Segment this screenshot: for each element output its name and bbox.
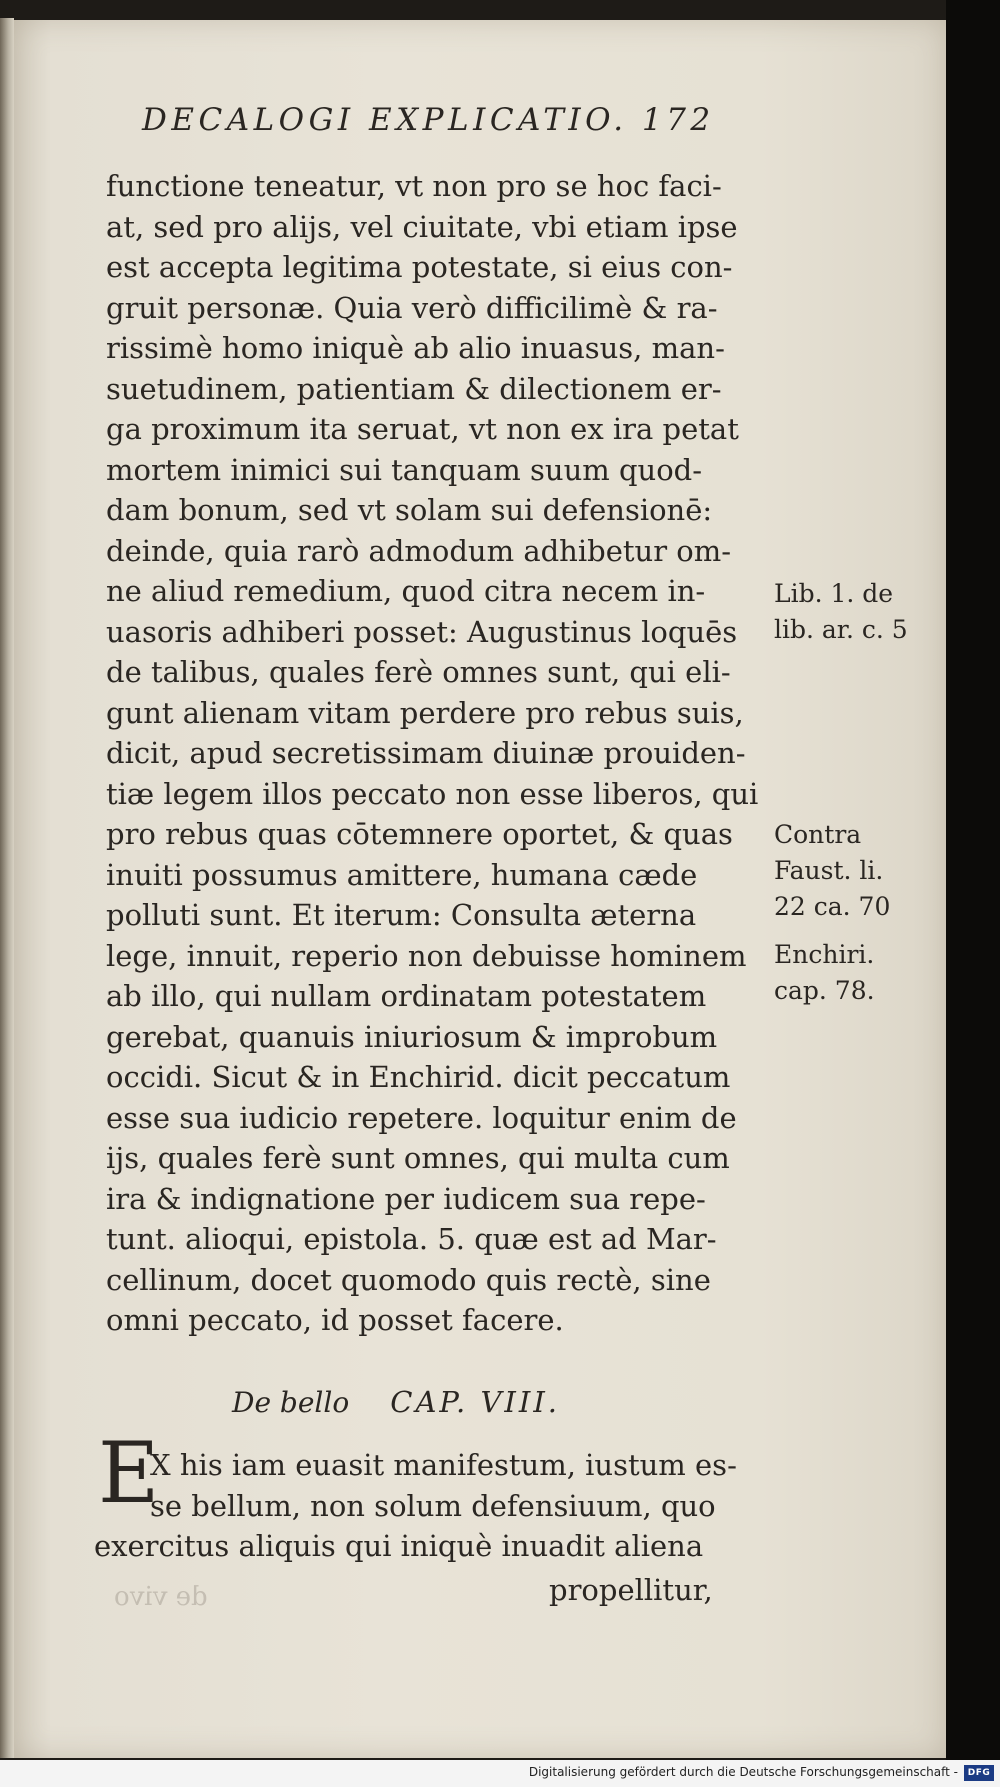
chapter-line: se bellum, non solum defensiuum, quo: [150, 1488, 716, 1523]
margin-note-3: [774, 937, 934, 1009]
margin-note-line: cap. 78.: [774, 976, 875, 1005]
body-line: mortem inimici sui tanquam suum quod-: [106, 452, 703, 487]
adjacent-page-ghost-text: [18, 260, 48, 480]
body-line: tunt. alioqui, epistola. 5. quæ est ad Mar-: [106, 1222, 717, 1256]
body-line: ga proximum ita seruat, vt non ex ira petat: [106, 412, 739, 446]
margin-note-line: Faust. li.: [774, 856, 884, 885]
body-line: esse sua iudicio repetere. loquitur enim de: [106, 1100, 737, 1135]
dfg-logo-icon: DFG: [964, 1765, 994, 1781]
body-line: omni peccato, id posset facere.: [106, 1303, 564, 1337]
body-line: ne aliud remedium, quod citra necem in-: [106, 574, 706, 608]
body-line: at, sed pro alijs, vel ciuitate, vbi etiam ipse: [106, 209, 738, 244]
book-page: [14, 20, 946, 1758]
show-through-text: de vivo: [114, 1582, 208, 1612]
body-line: deinde, quia rarò admodum adhibetur om-: [106, 533, 732, 568]
body-line: cellinum, docet quomodo quis rectè, sine: [106, 1262, 711, 1297]
body-line: polluti sunt. Et iterum: Consulta æterna: [106, 898, 697, 932]
chapter-number: CAP. VIII.: [390, 1385, 561, 1419]
body-line: de talibus, quales ferè omnes sunt, qui eli-: [106, 655, 731, 689]
body-line: gunt alienam vitam perdere pro rebus suis,: [106, 695, 744, 730]
body-line: gerebat, quanuis iniuriosum & improbum: [106, 1019, 718, 1054]
body-line: tiæ legem illos peccato non esse liberos, qui: [106, 776, 759, 811]
body-line: dam bonum, sed vt solam sui defensionē:: [106, 493, 713, 527]
body-line: uasoris adhiberi posset: Augustinus loquēs: [106, 614, 738, 649]
catchword: propellitur,: [549, 1573, 713, 1607]
body-line: ijs, quales ferè sunt omnes, qui multa cum: [106, 1141, 730, 1175]
running-head: DECALOGI EXPLICATIO. 172: [142, 102, 715, 138]
adjacent-page-edge: [0, 18, 14, 1758]
body-line: suetudinem, patientiam & dilectionem er-: [106, 371, 722, 406]
body-line: est accepta legitima potestate, si eius con-: [106, 250, 733, 284]
drop-cap: E: [98, 1424, 160, 1522]
chapter-topic: De bello: [232, 1386, 350, 1419]
body-line: inuiti possumus amittere, humana cæde: [106, 857, 698, 892]
chapter-text: [94, 1445, 750, 1567]
body-text: [106, 166, 766, 1341]
body-line: pro rebus quas cōtemnere oportet, & quas: [106, 817, 733, 851]
body-line: ira & indignatione per iudicem sua repe-: [106, 1181, 706, 1216]
margin-note-line: Contra: [774, 820, 862, 849]
funding-credit: Digitalisierung gefördert durch die Deutsche Forschungsgemeinschaft -: [528, 1765, 958, 1779]
margin-note-line: lib. ar. c. 5: [774, 615, 908, 644]
body-line: occidi. Sicut & in Enchirid. dicit peccatum: [106, 1060, 731, 1094]
margin-note-line: Enchiri.: [774, 940, 875, 969]
margin-note-1: [774, 576, 934, 648]
scan-border: [946, 0, 1000, 1760]
margin-note-line: 22 ca. 70: [774, 892, 891, 921]
margin-note-line: Lib. 1. de: [774, 579, 894, 608]
body-line: functione teneatur, vt non pro se hoc faci-: [106, 169, 722, 203]
body-line: lege, innuit, reperio non debuisse hominem: [106, 938, 747, 973]
margin-note-2: [774, 817, 934, 925]
body-line: rissimè homo iniquè ab alio inuasus, man-: [106, 331, 725, 365]
body-line: ab illo, qui nullam ordinatam potestatem: [106, 979, 707, 1013]
body-line: gruit personæ. Quia verò difficilimè & ra-: [106, 290, 718, 325]
chapter-line: exercitus aliquis qui iniquè inuadit aliena: [94, 1529, 704, 1563]
footer-bar: [0, 1760, 1000, 1787]
chapter-line: X his iam euasit manifestum, iustum es-: [150, 1448, 737, 1482]
chapter-heading: [232, 1385, 732, 1425]
body-line: dicit, apud secretissimam diuinæ prouiden-: [106, 736, 746, 770]
